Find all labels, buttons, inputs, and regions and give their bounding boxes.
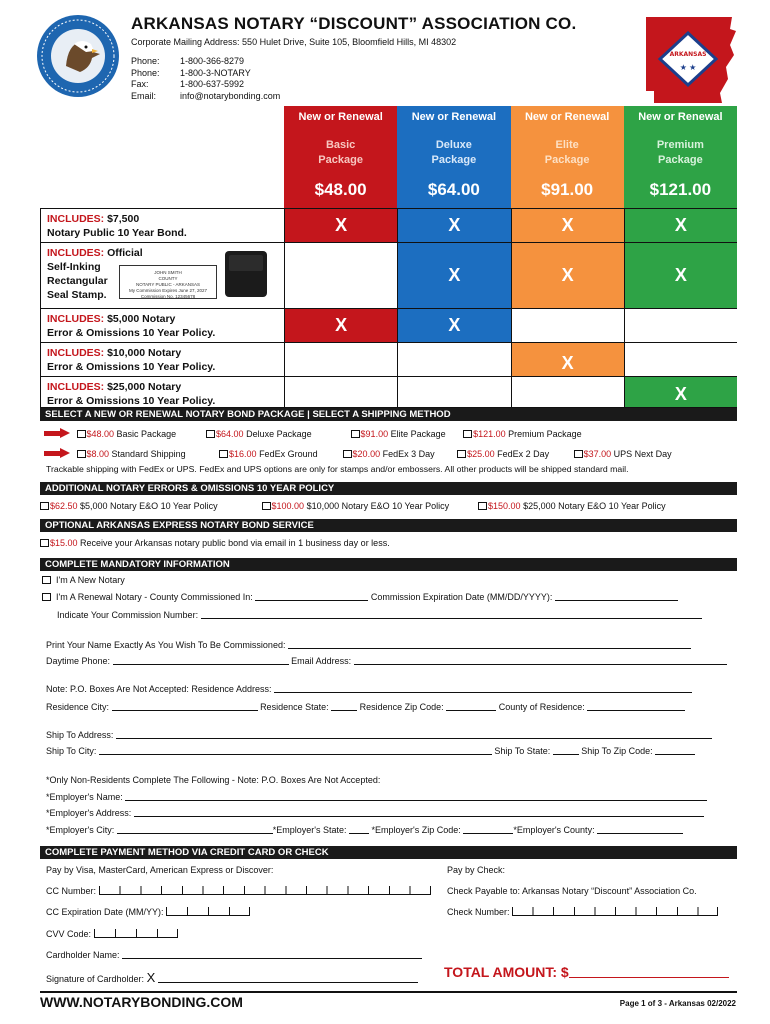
checkbox[interactable] bbox=[343, 450, 352, 458]
total-amount-field[interactable] bbox=[569, 965, 729, 978]
cardholder-line: Cardholder Name: bbox=[46, 950, 422, 960]
package-tag: New or Renewal bbox=[411, 111, 497, 123]
red-arrow-icon bbox=[44, 428, 70, 438]
phone-email-line: Daytime Phone: Email Address: bbox=[46, 656, 727, 666]
contact-label: Fax: bbox=[131, 79, 149, 89]
self-inking-stamp-image bbox=[225, 251, 267, 297]
checkbox[interactable] bbox=[77, 450, 86, 458]
residence-city-line: Residence City: Residence State: Residence Zip Code: County of Residence: bbox=[46, 702, 685, 712]
section-header-select: SELECT A NEW OR RENEWAL NOTARY BOND PACKAGE | SELECT A SHIPPING METHOD bbox=[40, 408, 737, 421]
check-title: Pay by Check: bbox=[447, 865, 506, 875]
option-elite[interactable]: $91.00 Elite Package bbox=[351, 429, 461, 439]
checkbox[interactable] bbox=[351, 430, 360, 438]
employer-zip-field[interactable] bbox=[463, 825, 513, 834]
daytime-phone-field[interactable] bbox=[113, 656, 289, 665]
ship-fedex-ground[interactable]: $16.00 FedEx Ground bbox=[219, 449, 340, 459]
cvv-field[interactable] bbox=[94, 929, 178, 938]
mark-cell: X bbox=[511, 343, 624, 376]
card-title: Pay by Visa, MasterCard, American Express or Discover: bbox=[46, 865, 274, 875]
mark-cell bbox=[624, 309, 737, 342]
cc-number-field[interactable] bbox=[99, 886, 431, 895]
employer-address-field[interactable] bbox=[134, 808, 704, 817]
page-number: Page 1 of 3 - Arkansas 02/2022 bbox=[619, 999, 736, 1008]
ship-city-field[interactable] bbox=[99, 746, 492, 755]
includes-table bbox=[40, 208, 737, 408]
checkbox[interactable] bbox=[219, 450, 228, 458]
eo-options bbox=[40, 501, 666, 511]
red-arrow-icon bbox=[44, 448, 70, 458]
includes-row-eo-5000 bbox=[40, 308, 737, 342]
state-label: ARKANSAS bbox=[669, 51, 707, 58]
package-price: $64.00 bbox=[427, 180, 480, 199]
eo-10000[interactable]: $100.00 $10,000 Notary E&O 10 Year Policy bbox=[262, 501, 476, 511]
cc-exp-line: CC Expiration Date (MM/YY): bbox=[46, 907, 250, 917]
mark-cell bbox=[511, 377, 624, 407]
includes-label: INCLUDES: Official Self-Inking Rectangular Seal Stamp. JOHN SMITH COUNTY NOTARY PUBLIC - ARKANSAS My Commission Expires June 27, 2027 Commission No. 12345678 bbox=[40, 243, 284, 308]
section-header-mandatory: COMPLETE MANDATORY INFORMATION bbox=[40, 558, 737, 571]
contact-label: Phone: bbox=[131, 56, 160, 66]
check-payable: Check Payable to: Arkansas Notary “Discount” Association Co. bbox=[447, 886, 697, 896]
package-name: Premium Package bbox=[656, 139, 704, 166]
mark-cell bbox=[284, 243, 397, 308]
ship-fedex-3day[interactable]: $20.00 FedEx 3 Day bbox=[343, 449, 455, 459]
package-price: $91.00 bbox=[541, 180, 594, 199]
includes-label: INCLUDES: $5,000 Notary Error & Omissions 10 Year Policy. bbox=[40, 309, 284, 342]
county-commissioned-field[interactable] bbox=[255, 592, 368, 601]
includes-row-bond bbox=[40, 208, 737, 242]
eo-5000[interactable]: $62.50 $5,000 Notary E&O 10 Year Policy bbox=[40, 501, 259, 511]
option-deluxe[interactable]: $64.00 Deluxe Package bbox=[206, 429, 348, 439]
checkbox[interactable] bbox=[40, 502, 49, 510]
mark-cell: X bbox=[397, 243, 510, 308]
section-header-eo: ADDITIONAL NOTARY ERRORS & OMISSIONS 10 YEAR POLICY bbox=[40, 482, 737, 495]
mark-cell: X bbox=[511, 243, 624, 308]
package-price: $48.00 bbox=[314, 180, 367, 199]
notary-bonding-seal-logo bbox=[36, 14, 120, 98]
employer-state-field[interactable] bbox=[349, 825, 369, 834]
nonresident-note: *Only Non-Residents Complete The Following - Note: P.O. Boxes Are Not Accepted: bbox=[46, 775, 381, 785]
eo-25000[interactable]: $150.00 $25,000 Notary E&O 10 Year Policy bbox=[478, 501, 666, 511]
mark-cell: X bbox=[624, 377, 737, 407]
package-options bbox=[44, 428, 582, 439]
package-price: $121.00 bbox=[649, 180, 712, 199]
print-name-line: Print Your Name Exactly As You Wish To Be Commissioned: bbox=[46, 640, 691, 650]
includes-row-eo-10000 bbox=[40, 342, 737, 376]
email-field[interactable] bbox=[354, 656, 727, 665]
ship-fedex-2day[interactable]: $25.00 FedEx 2 Day bbox=[457, 449, 571, 459]
ship-address-line: Ship To Address: bbox=[46, 730, 712, 740]
residence-address-line: Note: P.O. Boxes Are Not Accepted: Residence Address: bbox=[46, 684, 692, 694]
includes-row-stamp bbox=[40, 242, 737, 308]
ship-zip-field[interactable] bbox=[655, 746, 695, 755]
ship-state-field[interactable] bbox=[553, 746, 579, 755]
mark-cell bbox=[511, 309, 624, 342]
expiration-date-field[interactable] bbox=[555, 592, 678, 601]
checkbox[interactable] bbox=[574, 450, 583, 458]
county-field[interactable] bbox=[587, 702, 685, 711]
check-number-line: Check Number: bbox=[447, 907, 718, 917]
renewal-notary-option[interactable]: I'm A Renewal Notary - County Commissioned In: Commission Expiration Date (MM/DD/YYYY): bbox=[42, 592, 678, 602]
website-link[interactable]: WWW.NOTARYBONDING.COM bbox=[40, 994, 243, 1010]
checkbox[interactable] bbox=[40, 539, 49, 547]
checkbox[interactable] bbox=[262, 502, 271, 510]
employer-name-field[interactable] bbox=[125, 792, 707, 801]
total-amount-label: TOTAL AMOUNT: $ bbox=[444, 964, 729, 980]
arkansas-flag-state-icon bbox=[640, 15, 738, 105]
checkbox[interactable] bbox=[463, 430, 472, 438]
employer-name-line: *Employer's Name: bbox=[46, 792, 707, 802]
ship-address-field[interactable] bbox=[116, 730, 712, 739]
signature-field[interactable] bbox=[158, 974, 418, 983]
package-name: Deluxe Package bbox=[431, 139, 477, 166]
mark-cell bbox=[284, 377, 397, 407]
mark-cell: X bbox=[624, 243, 737, 308]
includes-label: INCLUDES: $25,000 Notary Error & Omissions 10 Year Policy. bbox=[40, 377, 284, 407]
includes-row-eo-25000 bbox=[40, 376, 737, 408]
package-tag: New or Renewal bbox=[298, 111, 383, 123]
package-name: Basic Package bbox=[318, 139, 363, 166]
checkbox[interactable] bbox=[42, 593, 51, 601]
ship-standard[interactable]: $8.00 Standard Shipping bbox=[77, 449, 217, 459]
residence-address-field[interactable] bbox=[274, 684, 692, 693]
association-title: ARKANSAS NOTARY “DISCOUNT” ASSOCIATION CO. bbox=[131, 14, 577, 33]
cc-number-line: CC Number: bbox=[46, 886, 431, 896]
checkbox[interactable] bbox=[77, 430, 86, 438]
shipping-note: Trackable shipping with FedEx or UPS. FedEx and UPS options are only for stamps and/or embossers. All other products will be shipped standard mail. bbox=[46, 464, 629, 474]
signature-line: Signature of Cardholder: X bbox=[46, 970, 418, 985]
residence-state-field[interactable] bbox=[331, 702, 357, 711]
employer-county-field[interactable] bbox=[597, 825, 683, 834]
employer-city-line: *Employer's City: *Employer's State: *Employer's Zip Code: *Employer's County: bbox=[46, 825, 683, 835]
phone-number[interactable]: 1-800-366-8279 bbox=[180, 56, 245, 66]
mark-cell: X bbox=[397, 309, 510, 342]
includes-label: INCLUDES: $7,500 Notary Public 10 Year Bond. bbox=[40, 209, 284, 242]
package-name: Elite Package bbox=[544, 139, 590, 166]
contact-label: Phone: bbox=[131, 67, 160, 78]
contact-label: Email: bbox=[131, 90, 157, 101]
check-number-field[interactable] bbox=[512, 907, 718, 916]
mark-cell: X bbox=[284, 309, 397, 342]
phone-number[interactable]: 1-800-3-NOTARY bbox=[180, 67, 251, 78]
fax-number: 1-800-637-5992 bbox=[180, 79, 245, 89]
express-option[interactable]: $15.00 Receive your Arkansas notary public bond via email in 1 business day or less. bbox=[40, 538, 390, 548]
svg-text:★ ★: ★ ★ bbox=[679, 63, 697, 72]
section-header-express: OPTIONAL ARKANSAS EXPRESS NOTARY BOND SERVICE bbox=[40, 519, 737, 532]
checkbox[interactable] bbox=[206, 430, 215, 438]
mark-cell bbox=[624, 343, 737, 376]
package-tag: New or Renewal bbox=[524, 111, 610, 123]
mark-cell: X bbox=[511, 209, 624, 242]
email-link[interactable]: info@notarybonding.com bbox=[180, 90, 281, 101]
mailing-address: Corporate Mailing Address: 550 Hulet Drive, Suite 105, Bloomfield Hills, MI 48302 bbox=[131, 37, 457, 47]
contact-block bbox=[131, 56, 280, 102]
mark-cell: X bbox=[284, 209, 397, 242]
package-tag: New or Renewal bbox=[638, 111, 723, 123]
ship-city-line: Ship To City: Ship To State: Ship To Zip Code: bbox=[46, 746, 695, 756]
print-name-field[interactable] bbox=[288, 640, 691, 649]
cvv-line: CVV Code: bbox=[46, 929, 178, 939]
stamp-impression-sample: JOHN SMITH COUNTY NOTARY PUBLIC - ARKANSAS My Commission Expires June 27, 2027 Commission No. 12345678 bbox=[119, 265, 217, 299]
includes-label: INCLUDES: $10,000 Notary Error & Omissions 10 Year Policy. bbox=[40, 343, 284, 376]
mark-cell: X bbox=[624, 209, 737, 242]
employer-address-line: *Employer's Address: bbox=[46, 808, 704, 818]
new-notary-option[interactable]: I'm A New Notary bbox=[42, 575, 125, 585]
mark-cell: X bbox=[397, 209, 510, 242]
checkbox[interactable] bbox=[42, 576, 51, 584]
ship-ups-next-day[interactable]: $37.00 UPS Next Day bbox=[574, 449, 672, 459]
checkbox[interactable] bbox=[478, 502, 487, 510]
mark-cell bbox=[284, 343, 397, 376]
employer-city-field[interactable] bbox=[117, 825, 273, 834]
residence-zip-field[interactable] bbox=[446, 702, 496, 711]
commission-number-field[interactable] bbox=[201, 610, 702, 619]
commission-number-line: Indicate Your Commission Number: bbox=[57, 610, 702, 620]
option-basic[interactable]: $48.00 Basic Package bbox=[77, 429, 204, 439]
option-premium[interactable]: $121.00 Premium Package bbox=[463, 429, 582, 439]
mark-cell bbox=[397, 343, 510, 376]
cardholder-field[interactable] bbox=[122, 950, 422, 959]
checkbox[interactable] bbox=[457, 450, 466, 458]
section-header-payment: COMPLETE PAYMENT METHOD VIA CREDIT CARD OR CHECK bbox=[40, 846, 737, 859]
mark-cell bbox=[397, 377, 510, 407]
shipping-options bbox=[44, 448, 672, 459]
residence-city-field[interactable] bbox=[112, 702, 258, 711]
cc-exp-field[interactable] bbox=[166, 907, 250, 916]
footer-divider bbox=[40, 991, 737, 993]
